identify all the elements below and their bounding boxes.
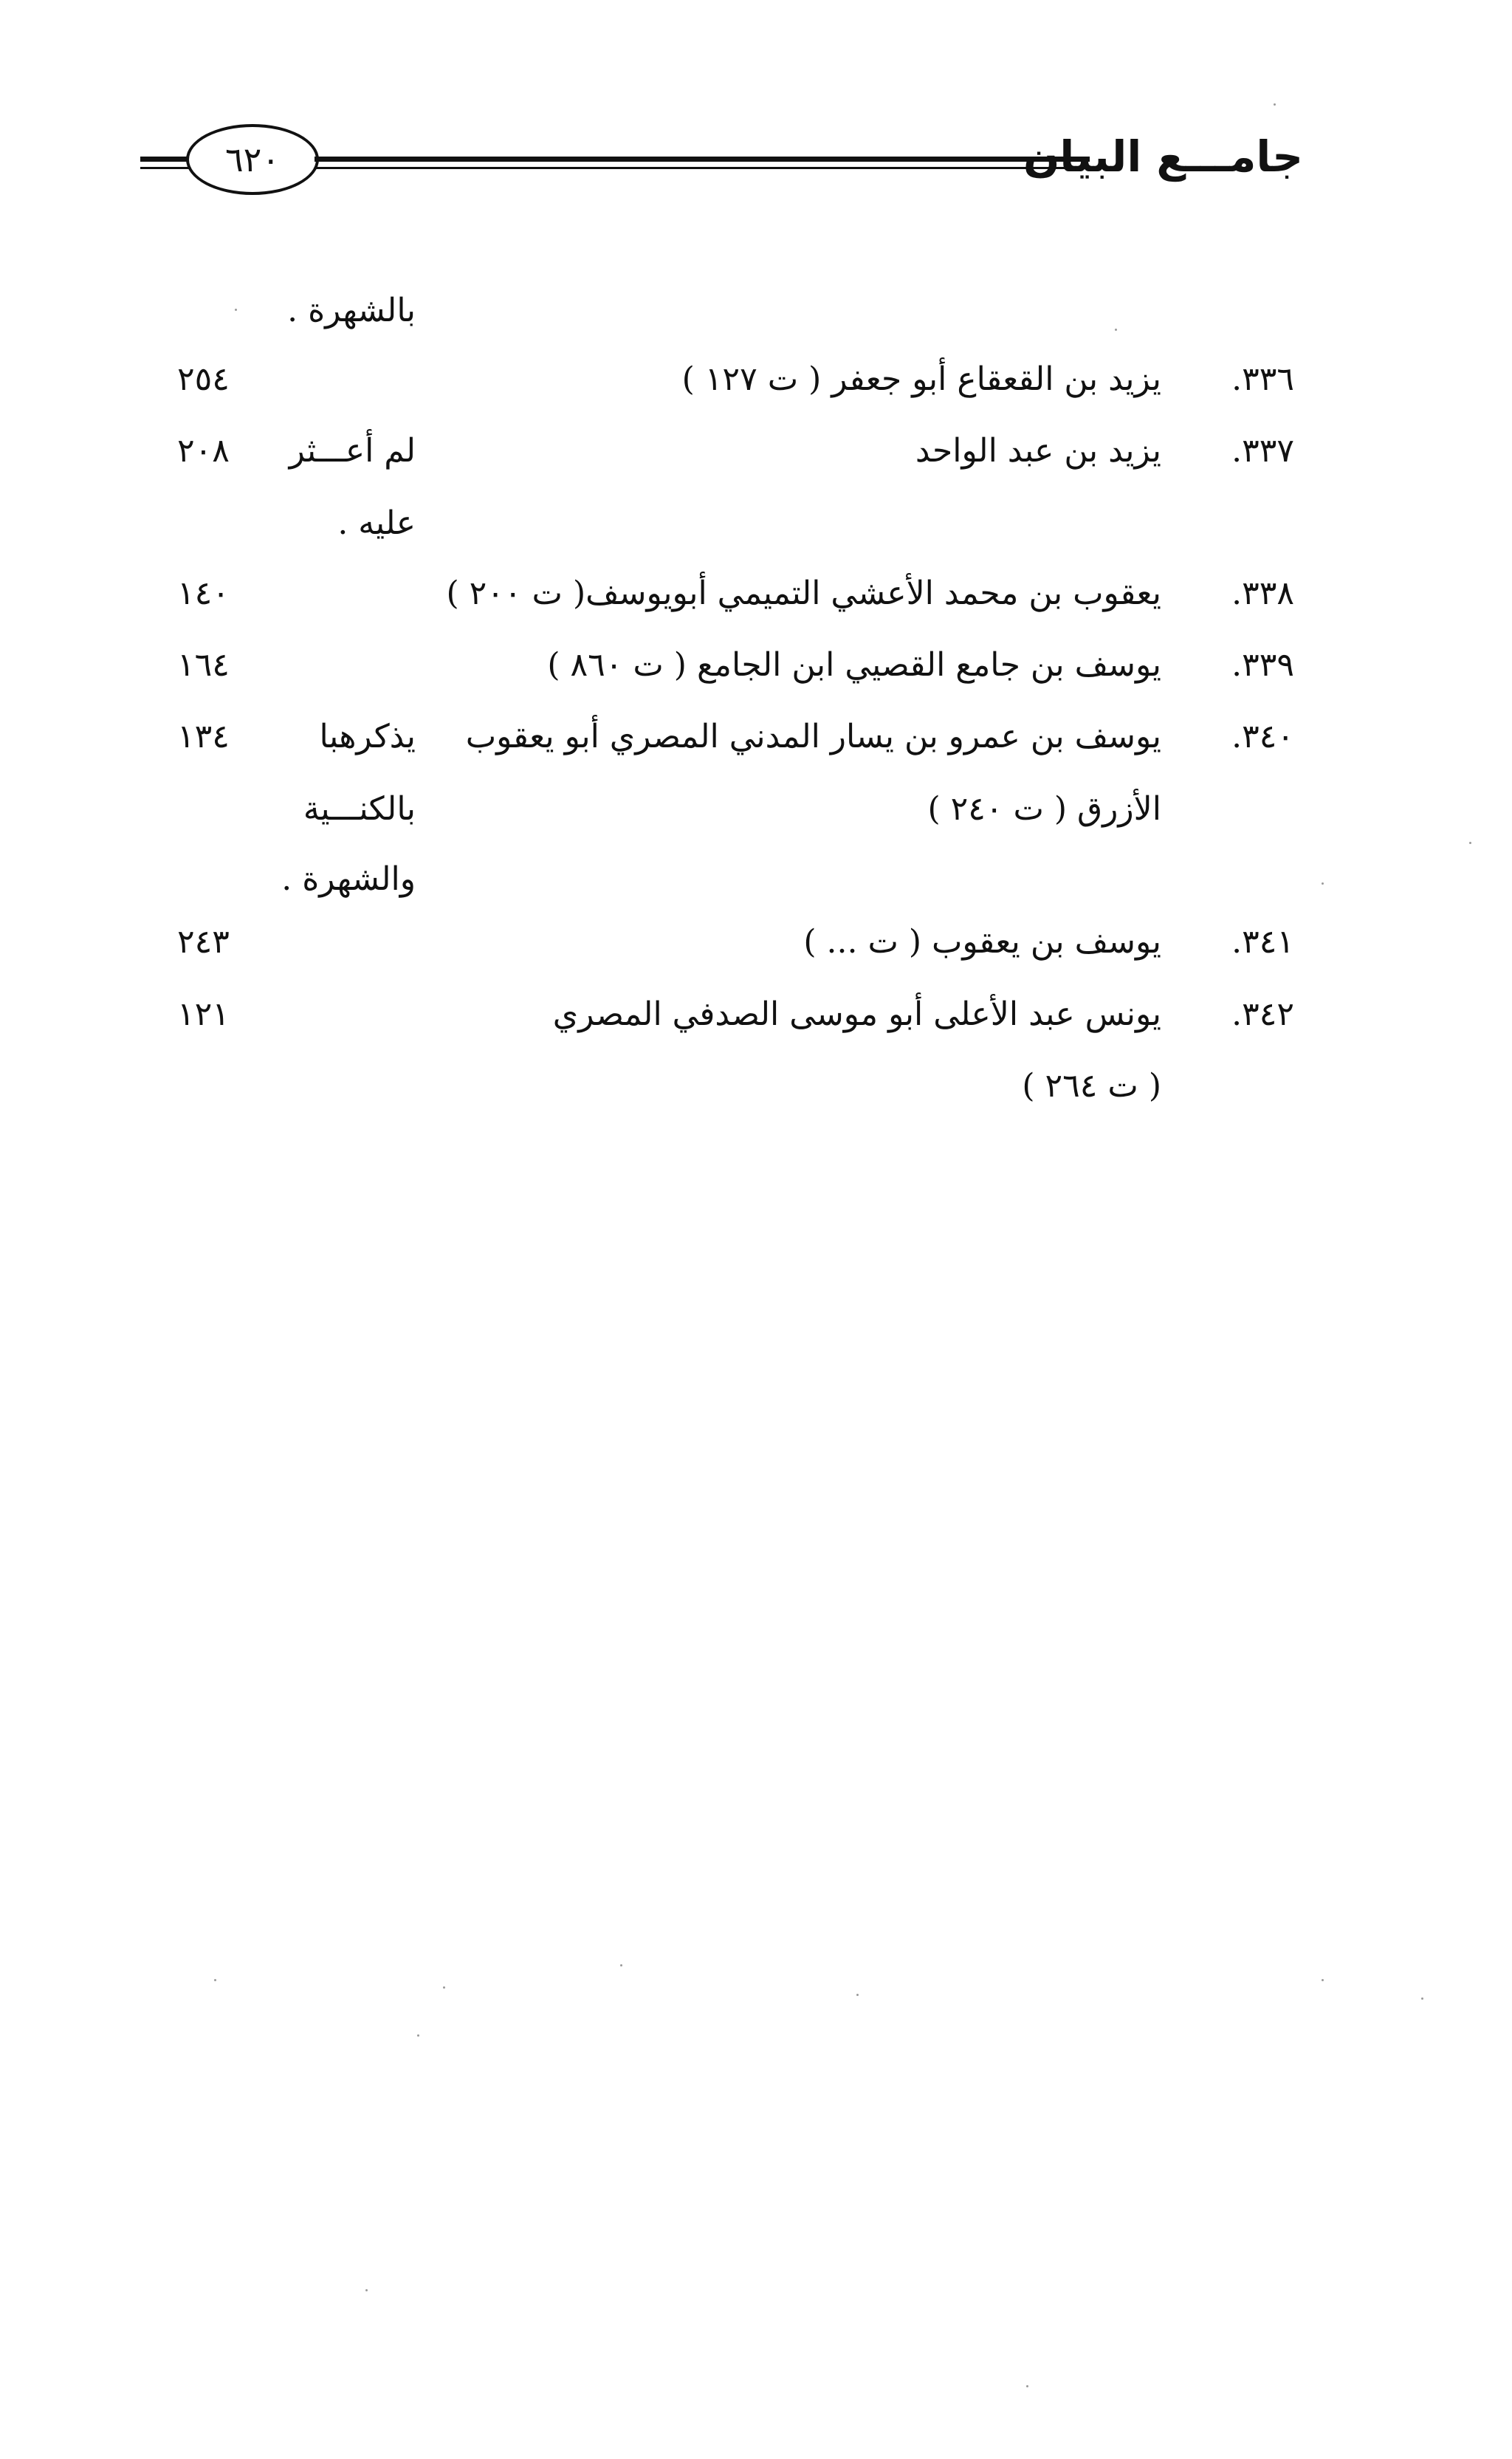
scan-speck — [1322, 1979, 1324, 1981]
entry-note-cont: والشهرة . — [281, 860, 416, 898]
page-number-oval — [186, 124, 319, 195]
entry-name: يعقوب بن محمد الأعشي التميمي أبويوسف( ت ٢٠٠ ) — [446, 575, 1161, 612]
entry-page: ٢٤٣ — [177, 923, 230, 961]
entry-number: ٣٣٧. — [1231, 432, 1294, 470]
entry-page: ١٣٤ — [177, 718, 230, 755]
scan-speck — [1115, 329, 1117, 331]
entry-name: يوسف بن جامع القصيي ابن الجامع ( ت ٨٦٠ ) — [547, 646, 1161, 684]
entry-page: ٢٥٤ — [177, 360, 230, 398]
entry-number: ٣٤١. — [1231, 923, 1294, 961]
entry-name: يونس عبد الأعلى أبو موسى الصدفي المصري — [552, 995, 1161, 1033]
entry-page: ١٦٤ — [177, 646, 230, 684]
entry-note: لم أعـــثر — [289, 432, 416, 470]
entry-number: ٣٣٨. — [1231, 575, 1294, 612]
page-number: ٦٢٠ — [224, 140, 281, 179]
entry-name: يوسف بن عمرو بن يسار المدني المصري أبو يعقوب — [465, 718, 1161, 755]
scan-speck — [1322, 882, 1324, 885]
scan-speck — [365, 2289, 368, 2291]
scan-speck — [214, 1979, 216, 1981]
entry-number: ٣٣٩. — [1231, 646, 1294, 684]
scan-speck — [1469, 842, 1471, 844]
entry-page: ١٤٠ — [177, 575, 230, 612]
scan-speck — [443, 1986, 445, 1989]
header-rule-left — [140, 157, 192, 162]
entry-number: ٣٤٠. — [1231, 718, 1294, 755]
entry-name-cont: الأزرق ( ت ٢٤٠ ) — [927, 790, 1161, 828]
scan-speck — [1274, 103, 1276, 106]
page-header — [140, 111, 1307, 214]
entry-note: يذكرهبا — [319, 718, 416, 755]
header-rule-left-thin — [140, 167, 192, 169]
scan-speck — [417, 2034, 419, 2037]
scan-speck — [856, 1994, 859, 1996]
entry-name-cont: ( ت ٢٦٤ ) — [1022, 1067, 1161, 1105]
entry-number: ٣٣٦. — [1231, 360, 1294, 398]
entry-page: ١٢١ — [177, 995, 230, 1033]
entry-number: ٣٤٢. — [1231, 995, 1294, 1033]
entry-name: يزيد بن القعقاع أبو جعفر ( ت ١٢٧ ) — [681, 360, 1161, 398]
scan-speck — [235, 309, 237, 311]
scan-speck — [1026, 2385, 1028, 2387]
scan-speck — [620, 1964, 622, 1966]
header-rule-right — [315, 157, 1090, 162]
entry-name: يوسف بن يعقوب ( ت ... ) — [803, 923, 1161, 961]
top-note: بالشهرة . — [287, 292, 416, 329]
entry-page: ٢٠٨ — [177, 432, 230, 470]
entry-name: يزيد بن عبد الواحد — [915, 432, 1161, 470]
entry-note-cont: بالكنـــية — [303, 790, 416, 828]
entry-note-cont: عليه . — [337, 504, 416, 542]
book-title: جامـــع البيان — [1023, 131, 1303, 182]
scan-speck — [1421, 1997, 1423, 2000]
header-rule-right-thin — [315, 167, 1090, 169]
